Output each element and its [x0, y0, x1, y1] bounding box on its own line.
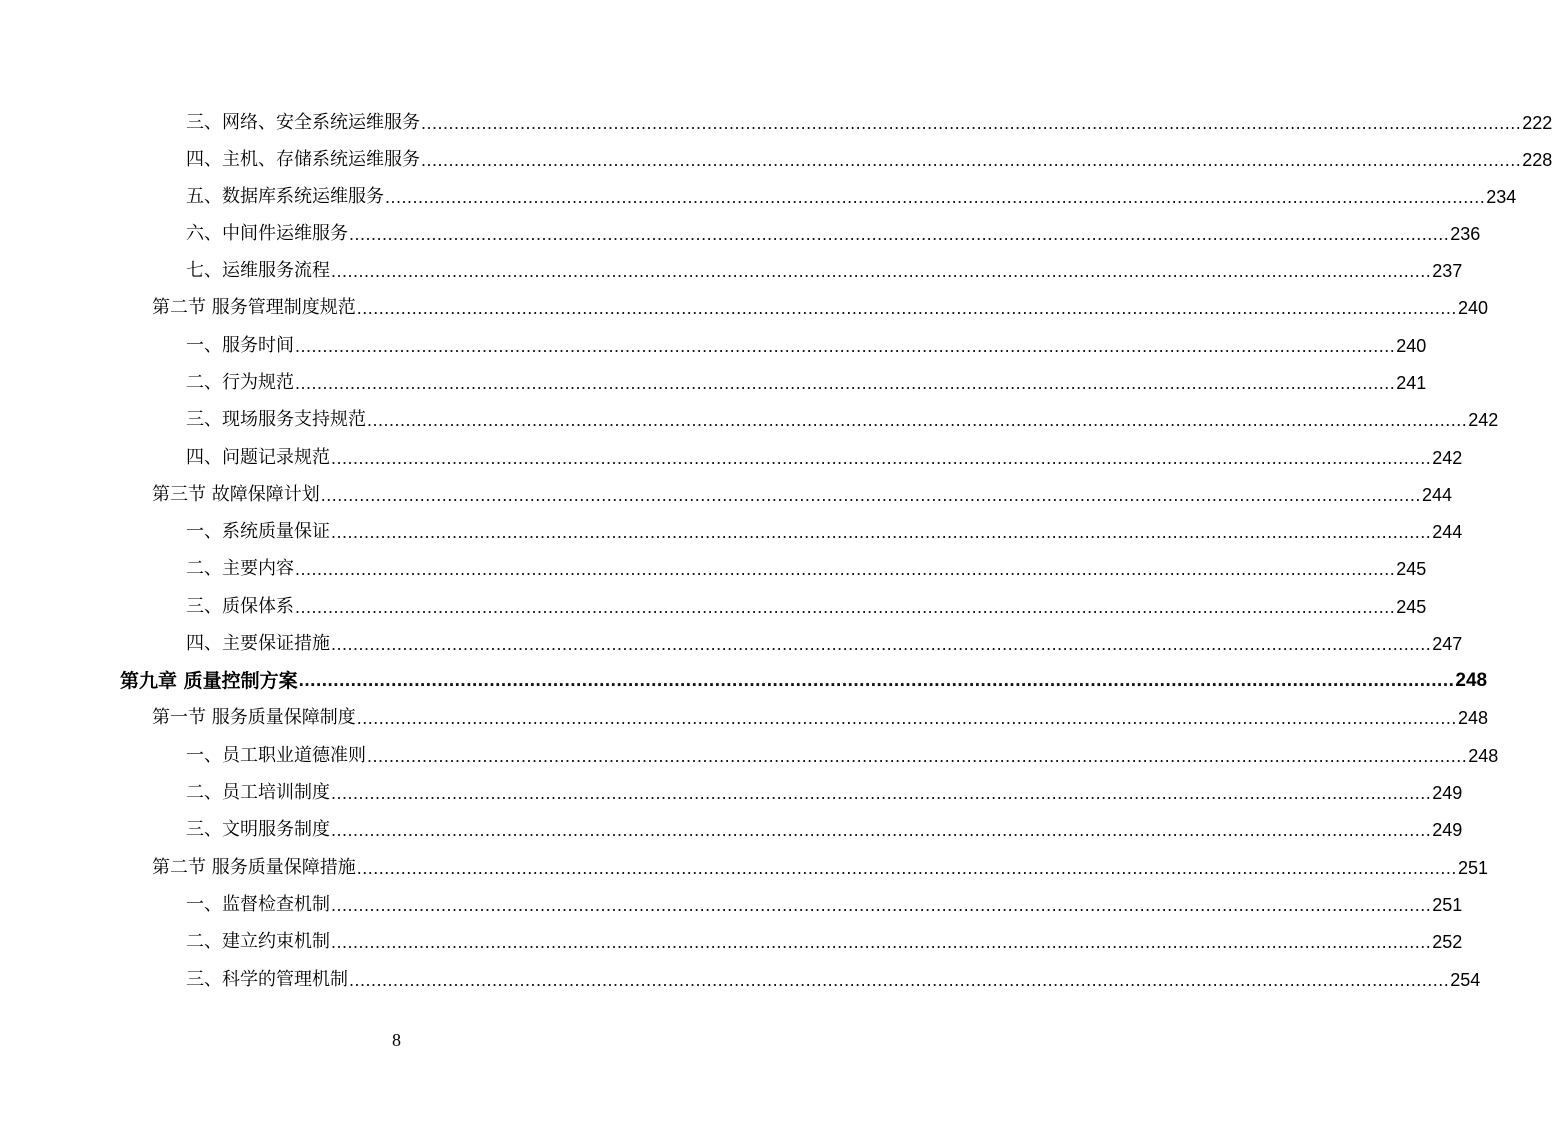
toc-entry-page: 249 — [1432, 783, 1463, 803]
toc-leader-dots: ........................................................................................................................................................................................................ — [295, 373, 1396, 393]
toc-entry-page: 240 — [1396, 336, 1427, 356]
toc-leader-dots: ........................................................................................................................................................................................................ — [295, 597, 1396, 617]
toc-leader-dots: ........................................................................................................................................................................................................ — [356, 298, 1457, 318]
toc-entry-page: 245 — [1396, 559, 1427, 579]
toc-entry-label: 四、问题记录规范 — [186, 447, 330, 468]
toc-entry[interactable] — [186, 551, 1427, 581]
toc-entry[interactable] — [186, 105, 1552, 135]
toc-entry[interactable] — [152, 477, 1452, 507]
toc-leader-dots: ........................................................................................................................................................................................................ — [367, 746, 1468, 766]
toc-leader-dots: ........................................................................................................................................................................................................ — [298, 670, 1455, 691]
toc-entry-label: 四、主要保证措施 — [186, 633, 330, 654]
toc-leader-dots: ........................................................................................................................................................................................................ — [331, 634, 1432, 654]
toc-entry-page: 242 — [1468, 410, 1499, 430]
toc-entry-label: 第九章 质量控制方案 — [120, 670, 298, 692]
toc-leader-dots: ........................................................................................................................................................................................................ — [367, 410, 1468, 430]
toc-entry-label: 一、监督检查机制 — [186, 894, 330, 915]
toc-entry-page: 251 — [1457, 858, 1488, 878]
toc-entry-page: 247 — [1432, 634, 1463, 654]
toc-entry-label: 二、行为规范 — [186, 372, 294, 393]
toc-entry[interactable] — [152, 850, 1488, 880]
toc-entry-label: 三、文明服务制度 — [186, 819, 330, 840]
toc-entry-page: 240 — [1457, 298, 1488, 318]
toc-leader-dots: ........................................................................................................................................................................................................ — [331, 783, 1432, 803]
toc-entry-label: 六、中间件运维服务 — [186, 223, 348, 244]
toc-entry[interactable] — [186, 216, 1481, 246]
toc-entry-page: 242 — [1432, 448, 1463, 468]
toc-entry-page: 254 — [1450, 970, 1481, 990]
toc-entry[interactable] — [186, 142, 1552, 172]
toc-leader-dots: ........................................................................................................................................................................................................ — [331, 448, 1432, 468]
toc-leader-dots: ........................................................................................................................................................................................................ — [385, 187, 1486, 207]
toc-entry[interactable] — [186, 887, 1463, 917]
toc-entry-page: 248 — [1457, 708, 1488, 728]
toc-entry-page: 245 — [1396, 597, 1427, 617]
toc-entry-label: 第一节 服务质量保障制度 — [152, 707, 356, 728]
toc-entry-label: 三、现场服务支持规范 — [186, 409, 366, 430]
toc-leader-dots: ........................................................................................................................................................................................................ — [320, 485, 1421, 505]
toc-entry-page: 228 — [1522, 150, 1552, 170]
toc-entry-page: 237 — [1432, 261, 1463, 281]
toc-entry[interactable] — [186, 626, 1463, 656]
toc-entry[interactable] — [186, 589, 1427, 619]
toc-leader-dots: ........................................................................................................................................................................................................ — [356, 858, 1457, 878]
page-number: 8 — [392, 1030, 401, 1050]
toc-entry[interactable] — [186, 179, 1517, 209]
toc-leader-dots: ........................................................................................................................................................................................................ — [295, 559, 1396, 579]
toc-entry-page: 251 — [1432, 895, 1463, 915]
toc-entry[interactable] — [152, 290, 1488, 320]
toc-entry-label: 七、运维服务流程 — [186, 260, 330, 281]
toc-entry[interactable] — [186, 924, 1463, 954]
toc-leader-dots: ........................................................................................................................................................................................................ — [295, 336, 1396, 356]
toc-leader-dots: ........................................................................................................................................................................................................ — [331, 522, 1432, 542]
toc-leader-dots: ........................................................................................................................................................................................................ — [331, 820, 1432, 840]
toc-leader-dots: ........................................................................................................................................................................................................ — [331, 895, 1432, 915]
toc-entry-page: 249 — [1432, 820, 1463, 840]
toc-entry-label: 四、主机、存储系统运维服务 — [186, 149, 420, 170]
toc-entry[interactable] — [186, 962, 1481, 992]
toc-entry-label: 第二节 服务质量保障措施 — [152, 857, 356, 878]
toc-entry-label: 三、网络、安全系统运维服务 — [186, 112, 420, 133]
toc-leader-dots: ........................................................................................................................................................................................................ — [331, 261, 1432, 281]
toc-leader-dots: ........................................................................................................................................................................................................ — [356, 708, 1457, 728]
toc-entry-page: 244 — [1432, 522, 1463, 542]
toc-entry-chapter[interactable] — [120, 663, 1488, 693]
toc-entry-page: 248 — [1468, 746, 1499, 766]
toc-entry-page: 248 — [1455, 670, 1488, 691]
toc-leader-dots: ........................................................................................................................................................................................................ — [421, 150, 1522, 170]
toc-entry[interactable] — [186, 328, 1427, 358]
toc-leader-dots: ........................................................................................................................................................................................................ — [349, 224, 1450, 244]
toc-entry[interactable] — [186, 775, 1463, 805]
toc-entry-label: 一、系统质量保证 — [186, 521, 330, 542]
toc-entry[interactable] — [186, 738, 1499, 768]
toc-entry-page: 222 — [1522, 113, 1552, 133]
toc-entry[interactable] — [186, 253, 1463, 283]
toc-entry-label: 二、主要内容 — [186, 558, 294, 579]
toc-leader-dots: ........................................................................................................................................................................................................ — [421, 113, 1522, 133]
toc-entry-label: 第三节 故障保障计划 — [152, 484, 320, 505]
toc-entry[interactable] — [186, 365, 1427, 395]
toc-entry-label: 一、服务时间 — [186, 335, 294, 356]
toc-entry-page: 241 — [1396, 373, 1427, 393]
toc-entry-page: 234 — [1486, 187, 1517, 207]
toc-entry-label: 二、员工培训制度 — [186, 782, 330, 803]
toc-entry[interactable] — [186, 402, 1499, 432]
toc-entry-page: 236 — [1450, 224, 1481, 244]
toc-entry-label: 第二节 服务管理制度规范 — [152, 297, 356, 318]
toc-leader-dots: ........................................................................................................................................................................................................ — [331, 932, 1432, 952]
toc-entry-label: 二、建立约束机制 — [186, 931, 330, 952]
toc-entry-label: 一、员工职业道德准则 — [186, 745, 366, 766]
toc-entry[interactable] — [152, 700, 1488, 730]
toc-entry[interactable] — [186, 812, 1463, 842]
toc-leader-dots: ........................................................................................................................................................................................................ — [349, 970, 1450, 990]
toc-entry[interactable] — [186, 514, 1463, 544]
toc-entry[interactable] — [186, 440, 1463, 470]
toc-entry-label: 三、科学的管理机制 — [186, 969, 348, 990]
toc-entry-label: 五、数据库系统运维服务 — [186, 186, 384, 207]
toc-entry-page: 252 — [1432, 932, 1463, 952]
toc-entry-label: 三、质保体系 — [186, 596, 294, 617]
toc-entry-page: 244 — [1421, 485, 1452, 505]
